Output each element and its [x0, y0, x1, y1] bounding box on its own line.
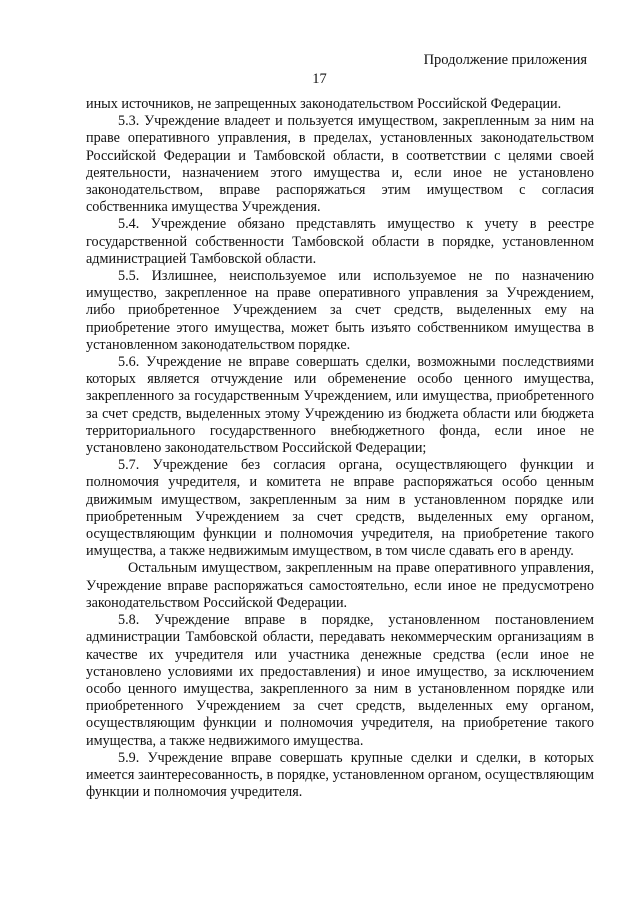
appendix-continuation-note: Продолжение приложения	[423, 52, 587, 68]
paragraph-5-8: 5.8. Учреждение вправе в порядке, установленном постановлением администрации Тамбовской области, передавать некоммерческим организациям в качестве их учредителя или участника денежные средства (если иное не установлено условиями их предоставления) и иное имущество, за исключением особо ценного имущества, закрепленного за ним в установленном порядке или приобретенного Учреждением за счет средств, выделенных ему органом, осуществляющим функции и полномочия учредителя, на приобретение такого имущества, а также недвижимого имущества.	[86, 612, 594, 749]
document-body	[86, 96, 594, 801]
paragraph-5-7: 5.7. Учреждение без согласия органа, осуществляющего функции и полномочия учредителя, и комитета не вправе распоряжаться особо ценным движимым имуществом, закрепленным за ним в установленном порядке или приобретенным Учреждением за счет средств, выделенных ему органом, осуществляющим функции и полномочия учредителя, на приобретение такого имущества, а также недвижимым имуществом, в том числе сдавать его в аренду.	[86, 457, 594, 560]
paragraph-5-6: 5.6. Учреждение не вправе совершать сделки, возможными последствиями которых является отчуждение или обременение особо ценного имущества, закрепленного за государственным Учреждением, или имущества, приобретенного за счет средств, выделенных этому Учреждению из бюджета области или бюджета территориального государственного внебюджетного фонда, если иное не установлено законодательством Российской Федерации;	[86, 354, 594, 457]
paragraph-5-7-continuation: Остальным имуществом, закрепленным на праве оперативного управления, Учреждение вправе распоряжаться самостоятельно, если иное не предусмотрено законодательством Российской Федерации.	[86, 560, 594, 611]
paragraph-5-4: 5.4. Учреждение обязано представлять имущество к учету в реестре государственной собственности Тамбовской области в порядке, установленном администрацией Тамбовской области.	[86, 216, 594, 267]
paragraph-5-5: 5.5. Излишнее, неиспользуемое или используемое не по назначению имущество, закрепленное на праве оперативного управления за Учреждением, либо приобретенное Учреждением за счет средств, выделенных ему на приобретение этого имущества, может быть изъято собственником имущества в установленном законодательством порядке.	[86, 268, 594, 353]
paragraph-5-3: 5.3. Учреждение владеет и пользуется имуществом, закрепленным за ним на праве оперативного управления, в пределах, установленных законодательством Российской Федерации и Тамбовской области, в соответствии с целями своей деятельности, назначением этого имущества и, если иное не установлено законодательством, вправе распоряжаться этим имуществом с согласия собственника имущества Учреждения.	[86, 113, 594, 216]
paragraph-continuation: иных источников, не запрещенных законодательством Российской Федерации.	[86, 96, 562, 112]
page-number: 17	[312, 71, 327, 87]
paragraph-5-9: 5.9. Учреждение вправе совершать крупные сделки и сделки, в которых имеется заинтересованность, в порядке, установленном органом, осуществляющим функции и полномочия учредителя.	[86, 749, 594, 801]
